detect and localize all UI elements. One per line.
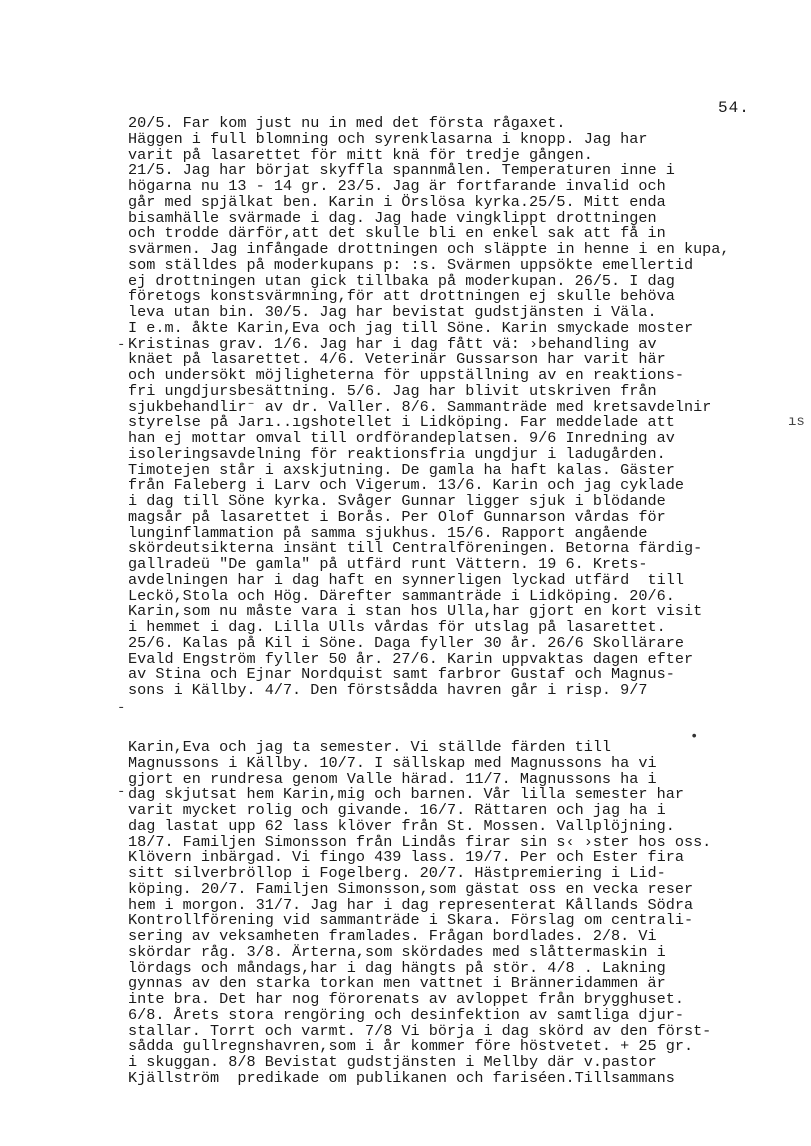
text-line: stallar. Torrt och varmt. 7/8 Vi börja i dag skörd av den först-: [128, 1021, 712, 1040]
diary-paragraph-2: [128, 740, 800, 1087]
margin-mark: •: [690, 729, 699, 745]
text-line: han ej mottar omval till ordförandeplatsen. 9/6 Inredning av: [128, 429, 675, 447]
text-line: sering av veksamheten framlades. Frågan bordlades. 2/8. Vi: [128, 927, 657, 945]
text-line: och trodde därför,att det skulle bli en enkel sak att få in: [128, 224, 666, 243]
margin-mark: -: [117, 784, 126, 800]
text-line: lunginflammation på samma sjukhus. 15/6. Rapport angående: [128, 523, 648, 542]
text-line: sådda gullregnshavren,som i år kommer före höstvetet. + 25 gr.: [128, 1037, 694, 1056]
text-line: i dag till Söne kyrka. Svåger Gunnar ligger sjuk i blödande: [128, 492, 666, 510]
page-number: 54.: [718, 99, 750, 117]
diary-paragraph-1: [128, 116, 800, 699]
text-line: av Stina och Ejnar Nordquist samt farbror Gustaf och Magnus-: [128, 665, 675, 684]
text-line: leva utan bin. 30/5. Jag har bevistat gudstjänsten i Väla.: [128, 303, 657, 321]
text-line: Karin,som nu måste vara i stan hos Ulla,har gjort en kort visit: [128, 602, 703, 621]
text-line: lördags och måndags,har i dag hängts på stör. 4/8 . Lakning: [128, 958, 666, 977]
text-line: ej drottningen utan gick tillbaka på moderkupan. 26/5. I dag: [128, 271, 675, 290]
text-line: från Faleberg i Larv och Vigerum. 13/6. Karin och jag cyklade: [128, 476, 684, 495]
text-line: gynnas av den starka torkan men vattnet i Bränneridammen är: [128, 974, 666, 993]
text-line: Kontrollförening vid sammanträde i Skara. Förslag om centrali-: [128, 911, 694, 930]
text-line: svärmen. Jag infångade drottningen och släppte in henne i en kupa,: [128, 240, 730, 258]
text-line: styrelse på Jarı..ıgshotellet i Lidköping. Far meddelade att: [128, 413, 675, 432]
text-line: inte bra. Det har nog förorenats av avloppet från brygghuset.: [128, 990, 684, 1008]
text-line: i skuggan. 8/8 Bevistat gudstjänsten i Mellby där v.pastor: [128, 1053, 657, 1071]
text-line: bisamhälle svärmade i dag. Jag hade vingklippt drottningen: [128, 208, 657, 227]
text-line: 20/5. Far kom just nu in med det första rågaxet.: [128, 114, 566, 132]
text-line: sons i Källby. 4/7. Den förstsådda havren går i risp. 9/7: [128, 681, 648, 699]
text-line: i hemmet i dag. Lilla Ulls vårdas för utslag på lasarettet.: [128, 618, 666, 636]
text-line: gallradeü "De gamla" på utfärd runt Vättern. 19 6. Krets-: [128, 555, 648, 573]
text-line: isoleringsavdelning för reaktionsfria ungdjur i ladugården.: [128, 444, 666, 463]
edge-text-fragment: ıs: [788, 414, 805, 430]
text-line: fri ungdjursbesättning. 5/6. Jag har blivit utskriven från: [128, 381, 657, 400]
text-line: 25/6. Kalas på Kil i Söne. Daga fyller 30 år. 26/6 Skollärare: [128, 633, 684, 652]
text-line: Timotejen står i axskjutning. De gamla ha haft kalas. Gäster: [128, 460, 675, 479]
text-line: 18/7. Familjen Simonsson från Lindås firar sin s‹ ›ster hos oss.: [128, 832, 712, 851]
text-line: sitt silverbröllop i Fogelberg. 20/7. Hästpremiering i Lid-: [128, 864, 666, 882]
text-line: Kristinas grav. 1/6. Jag har i dag fått vä: ›behandling av: [128, 334, 657, 353]
text-line: dag lastat upp 62 lass klöver från St. Mossen. Vallplöjning.: [128, 816, 675, 835]
text-line: köping. 20/7. Familjen Simonsson,som gästat oss en vecka reser: [128, 879, 694, 898]
text-line: som ställdes på moderkupans p: :s. Svärmen uppsökte emellertid: [128, 255, 694, 274]
text-line: 21/5. Jag har börjat skyffla spannmålen. Temperaturen inne i: [128, 161, 675, 180]
margin-mark: -: [117, 700, 126, 716]
text-line: hem i morgon. 31/7. Jag har i dag representerat Kållands Södra: [128, 895, 694, 914]
text-line: sjukbehandlir⁻ av dr. Valler. 8/6. Sammanträde med kretsavdelnir: [128, 397, 712, 416]
text-line: Klövern inbärgad. Vi fingo 439 lass. 19/7. Per och Ester fira: [128, 848, 684, 867]
text-line: Häggen i full blomning och syrenklasarna i knopp. Jag har: [128, 129, 648, 148]
text-line: 6/8. Årets stora rengöring och desinfektion av samtliga djur-: [128, 1005, 684, 1024]
text-line: gjort en rundresa genom Valle härad. 11/7. Magnussons ha i: [128, 769, 657, 788]
text-line: skördar råg. 3/8. Ärterna,som skördades med slåttermaskin i: [128, 942, 666, 961]
text-line: Magnussons i Källby. 10/7. I sällskap med Magnussons ha vi: [128, 753, 657, 772]
margin-mark: -: [117, 337, 126, 353]
text-line: dag skjutsat hem Karin,mig och barnen. Vår lilla semester har: [128, 785, 684, 804]
text-line: varit på lasarettet för mitt knä för tredje gången.: [128, 145, 593, 164]
text-line: knäet på lasarettet. 4/6. Veterinär Gussarson har varit här: [128, 350, 666, 369]
text-line: Karin,Eva och jag ta semester. Vi ställde färden till: [128, 738, 612, 756]
text-line: Evald Engström fyller 50 år. 27/6. Karin uppvaktas dagen efter: [128, 649, 694, 668]
text-line: I e.m. åkte Karin,Eva och jag till Söne. Karin smyckade moster: [128, 318, 694, 337]
text-line: Kjällström predikade om publikanen och fariséen.Tillsammans: [128, 1068, 675, 1087]
text-line: avdelningen har i dag haft en synnerligen lyckad utfärd till: [128, 570, 684, 589]
text-line: magsår på lasarettet i Borås. Per Olof Gunnarson vårdas för: [128, 507, 666, 526]
text-line: Leckö,Stola och Hög. Därefter sammanträde i Lidköping. 20/6.: [128, 586, 675, 605]
text-line: företogs konstsvärmning,för att drottningen ej skulle behöva: [128, 287, 675, 306]
text-line: skördeutsikterna insänt till Centralföreningen. Betorna färdig-: [128, 539, 703, 558]
text-line: varit mycket rolig och givande. 16/7. Rättaren och jag ha i: [128, 801, 666, 819]
text-line: går med spjälkat ben. Karin i Örslösa kyrka.25/5. Mitt enda: [128, 192, 666, 211]
text-line: högarna nu 13 - 14 gr. 23/5. Jag är fortfarande invalid och: [128, 177, 666, 195]
text-line: och undersökt möjligheterna för uppställning av en reaktions-: [128, 366, 684, 384]
